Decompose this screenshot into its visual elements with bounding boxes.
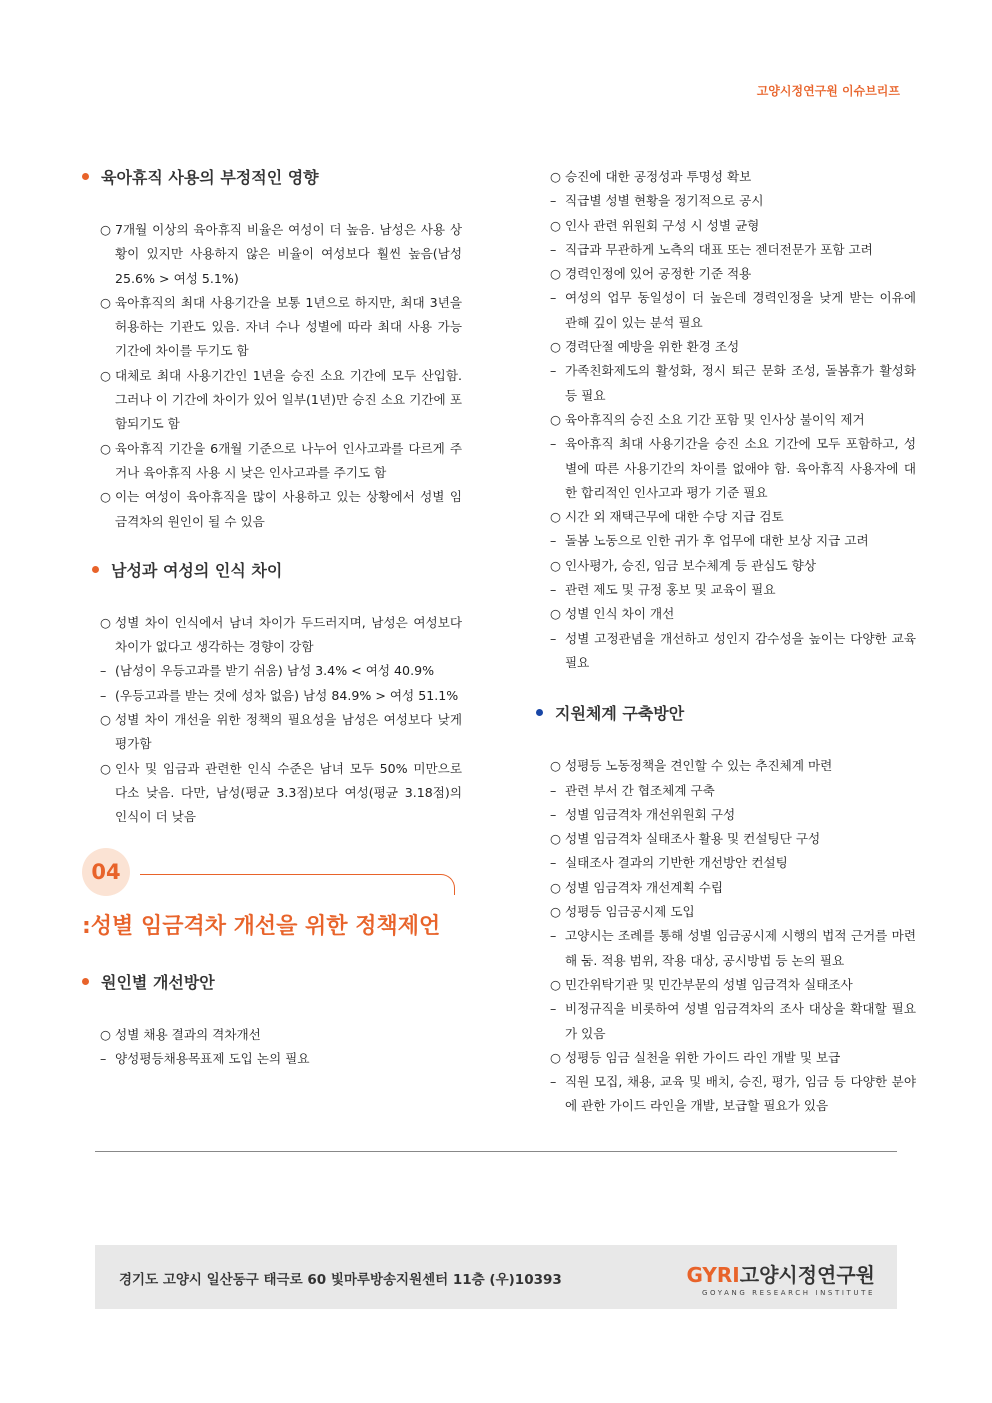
- list-item: [550, 529, 916, 553]
- circle-bullet-icon: ○: [550, 904, 561, 920]
- list-item-text: 육아휴직 기간을 6개월 기준으로 나누어 인사고과를 다르게 주거나 육아휴직 사용 시 낮은 인사고과를 주기도 함: [115, 440, 462, 480]
- circle-bullet-icon: ○: [550, 831, 561, 847]
- list-item: [100, 1023, 462, 1047]
- dash-bullet-icon: –: [550, 582, 557, 598]
- list-item-text: 이는 여성이 육아휴직을 많이 사용하고 있는 상황에서 성별 임금격차의 원인이 될 수 있음: [115, 489, 462, 529]
- list-item: [550, 505, 916, 529]
- list-item: [550, 214, 916, 238]
- list-item-text: 대체로 최대 사용기간인 1년을 승진 소요 기간에 모두 산입함. 그러나 이 기간에 차이가 있어 일부(1년)만 승진 소요 기간에 포함되기도 함: [115, 367, 462, 432]
- circle-bullet-icon: ○: [100, 1027, 111, 1042]
- dash-bullet-icon: –: [550, 630, 557, 646]
- circle-bullet-icon: ○: [100, 222, 111, 237]
- list-item-text: (남성이 우등고과를 받기 쉬움) 남성 3.4% < 여성 40.9%: [115, 663, 435, 679]
- section-list: [100, 611, 462, 830]
- list-item-text: 민간위탁기관 및 민간부문의 성별 임금격차 실태조사: [565, 976, 853, 992]
- section-heading-text: 지원체계 구축방안: [555, 704, 685, 724]
- list-item: [100, 1047, 462, 1071]
- dash-bullet-icon: –: [550, 806, 557, 822]
- list-item-text: 육아휴직 최대 사용기간을 승진 소요 기간에 모두 포함하고, 성별에 따른 사용기간의 차이를 없애야 함. 육아휴직 사용자에 대한 합리적인 인사고과 평가 기준 필요: [565, 436, 916, 500]
- list-item-text: 비정규직을 비롯하여 성별 임금격차의 조사 대상을 확대할 필요가 있음: [565, 1001, 916, 1041]
- dash-bullet-icon: –: [550, 533, 557, 549]
- dash-bullet-icon: –: [550, 1001, 557, 1017]
- list-item: [550, 851, 916, 875]
- list-item: [550, 803, 916, 827]
- list-item-text: 성별 차이 인식에서 남녀 차이가 두드러지며, 남성은 여성보다 차이가 없다고 생각하는 경향이 강함: [115, 614, 462, 655]
- list-item: [100, 611, 462, 660]
- section-heading-text: 육아휴직 사용의 부정적인 영향: [101, 168, 319, 187]
- list-item-text: 육아휴직의 승진 소요 기간 포함 및 인사상 불이익 제거: [565, 411, 865, 427]
- list-item-text: 관련 제도 및 규정 홍보 및 교육이 필요: [565, 582, 776, 598]
- circle-bullet-icon: ○: [100, 489, 111, 505]
- list-item-text: 실태조사 결과의 기반한 개선방안 컨설팅: [565, 855, 788, 871]
- list-item: [550, 189, 916, 213]
- chapter-divider: [140, 874, 455, 895]
- dash-bullet-icon: –: [550, 782, 557, 798]
- section-list: [550, 754, 916, 1118]
- list-item-text: 돌봄 노동으로 인한 귀가 후 업무에 대한 보상 지급 고려: [565, 533, 869, 549]
- list-item-text: 성평등 임금 실천을 위한 가이드 라인 개발 및 보급: [565, 1049, 841, 1065]
- list-item: [550, 578, 916, 602]
- list-item-text: 성별 고정관념을 개선하고 성인지 감수성을 높이는 다양한 교육 필요: [565, 630, 916, 670]
- circle-bullet-icon: ○: [550, 217, 561, 233]
- circle-bullet-icon: ○: [100, 760, 111, 776]
- list-item: [550, 335, 916, 359]
- list-item: [550, 238, 916, 262]
- circle-bullet-icon: ○: [550, 976, 561, 992]
- dash-bullet-icon: –: [100, 687, 107, 703]
- list-item-text: 성별 임금격차 실태조사 활용 및 컨설팅단 구성: [565, 831, 821, 847]
- list-item: [550, 627, 916, 676]
- section-list: [100, 218, 462, 534]
- list-item-text: 직급과 무관하게 노측의 대표 또는 젠더전문가 포함 고려: [565, 241, 873, 257]
- list-item: [550, 262, 916, 286]
- circle-bullet-icon: ○: [100, 614, 111, 630]
- dash-bullet-icon: –: [550, 436, 557, 452]
- logo-name: 고양시정연구원: [739, 1263, 875, 1287]
- footer: [95, 1245, 897, 1309]
- circle-bullet-icon: ○: [100, 440, 111, 456]
- dash-bullet-icon: –: [550, 363, 557, 379]
- list-item-text: (우등고과를 받는 것에 성차 없음) 남성 84.9% > 여성 51.1%: [115, 687, 459, 703]
- section-list: [100, 1023, 462, 1072]
- circle-bullet-icon: ○: [550, 169, 561, 184]
- list-item: [550, 754, 916, 778]
- circle-bullet-icon: ○: [550, 879, 561, 895]
- dash-bullet-icon: –: [550, 928, 557, 944]
- list-item-text: 경력인정에 있어 공정한 기준 적용: [565, 266, 752, 282]
- list-item-text: 성평등 노동정책을 견인할 수 있는 추진체계 마련: [565, 758, 833, 774]
- left-column-bottom: [82, 970, 462, 1072]
- list-item: [550, 997, 916, 1046]
- list-item: [100, 218, 462, 291]
- dash-bullet-icon: –: [550, 193, 557, 209]
- list-item: [550, 779, 916, 803]
- list-item-text: 양성평등채용목표제 도입 논의 필요: [115, 1051, 310, 1067]
- chapter-number: 04: [82, 848, 130, 896]
- list-item-text: 관련 부서 간 협조체계 구축: [565, 782, 715, 798]
- circle-bullet-icon: ○: [100, 712, 111, 728]
- chapter-title: :성별 임금격차 개선을 위한 정책제언: [82, 914, 441, 939]
- list-item: [100, 291, 462, 364]
- list-item: [550, 1046, 916, 1070]
- list-item-text: 인사 관련 위원회 구성 시 성별 균형: [565, 217, 760, 233]
- bullet-dot-icon: [92, 566, 99, 573]
- list-item: [550, 286, 916, 335]
- list-item: [550, 900, 916, 924]
- list-item: [550, 973, 916, 997]
- list-item: [100, 708, 462, 757]
- list-item-text: 성평등 임금공시제 도입: [565, 904, 695, 920]
- left-column: [82, 165, 462, 830]
- list-item: [100, 684, 462, 708]
- list-item-text: 직원 모집, 채용, 교육 및 배치, 승진, 평가, 임금 등 다양한 분야에 관한 가이드 라인을 개발, 보급할 필요가 있음: [565, 1074, 916, 1114]
- list-item: [550, 165, 916, 189]
- list-item-text: 육아휴직의 최대 사용기간을 보통 1년으로 하지만, 최대 3년을 허용하는 기관도 있음. 자녀 수나 성별에 따라 최대 사용 가능 기간에 차이를 두기도 함: [115, 294, 462, 359]
- list-item-text: 인사평가, 승진, 임금 보수체계 등 관심도 향상: [565, 557, 817, 573]
- circle-bullet-icon: ○: [550, 1049, 561, 1065]
- institute-logo: [686, 1259, 875, 1297]
- list-item-text: 가족친화제도의 활성화, 정시 퇴근 문화 조성, 돌봄휴가 활성화 등 필요: [565, 363, 916, 403]
- circle-bullet-icon: ○: [550, 758, 561, 774]
- list-item-text: 직급별 성별 현황을 정기적으로 공시: [565, 193, 764, 209]
- logo-subtitle: GOYANG RESEARCH INSTITUTE: [702, 1289, 875, 1297]
- section-list: [550, 165, 916, 675]
- circle-bullet-icon: ○: [550, 339, 561, 355]
- list-item: [100, 659, 462, 683]
- list-item-text: 승진에 대한 공정성과 투명성 확보: [565, 169, 752, 184]
- bullet-dot-icon: [536, 709, 543, 716]
- circle-bullet-icon: ○: [550, 509, 561, 525]
- circle-bullet-icon: ○: [550, 606, 561, 622]
- list-item: [100, 485, 462, 534]
- list-item: [100, 364, 462, 437]
- list-item: [550, 554, 916, 578]
- dash-bullet-icon: –: [100, 663, 107, 679]
- section-heading: [82, 970, 462, 993]
- dash-bullet-icon: –: [550, 1074, 557, 1090]
- bullet-dot-icon: [82, 978, 89, 985]
- list-item-text: 7개월 이상의 육아휴직 비율은 여성이 더 높음. 남성은 사용 상황이 있지만 사용하지 않은 비율이 여성보다 훨씬 높음(남성 25.6% > 여성 5.1%): [115, 222, 462, 286]
- list-item-text: 경력단절 예방을 위한 환경 조성: [565, 339, 740, 355]
- dash-bullet-icon: –: [100, 1051, 107, 1067]
- list-item-text: 성별 차이 개선을 위한 정책의 필요성을 남성은 여성보다 낮게 평가함: [115, 712, 462, 752]
- list-item: [100, 757, 462, 830]
- circle-bullet-icon: ○: [550, 266, 561, 282]
- circle-bullet-icon: ○: [100, 367, 111, 383]
- section-heading-text: 남성과 여성의 인식 차이: [111, 560, 283, 580]
- right-column: [536, 165, 916, 1119]
- list-item: [550, 359, 916, 408]
- list-item-text: 성별 임금격차 개선위원회 구성: [565, 806, 736, 822]
- list-item-text: 인사 및 임금과 관련한 인식 수준은 남녀 모두 50% 미만으로 다소 낮음. 다만, 남성(평균 3.3점)보다 여성(평균 3.18점)의 인식이 더 낮음: [115, 760, 462, 825]
- list-item-text: 고양시는 조례를 통해 성별 임금공시제 시행의 법적 근거를 마련해 둠. 적용 범위, 작용 대상, 공시방법 등 논의 필요: [565, 928, 916, 968]
- list-item-text: 성별 인식 차이 개선: [565, 606, 675, 622]
- list-item: [550, 602, 916, 626]
- list-item-text: 성별 채용 결과의 격차개선: [115, 1027, 261, 1042]
- footer-rule: [95, 1151, 897, 1152]
- section-heading-text: 원인별 개선방안: [101, 973, 215, 992]
- list-item: [100, 437, 462, 486]
- dash-bullet-icon: –: [550, 290, 557, 306]
- circle-bullet-icon: ○: [100, 294, 111, 310]
- circle-bullet-icon: ○: [550, 411, 561, 427]
- list-item-text: 여성의 업무 동일성이 더 높은데 경력인정을 낮게 받는 이유에 관해 깊이 있는 분석 필요: [565, 290, 916, 330]
- dash-bullet-icon: –: [550, 241, 557, 257]
- list-item-text: 성별 임금격차 개선계획 수립: [565, 879, 723, 895]
- logo-mark: GYRI: [686, 1263, 740, 1287]
- list-item: [550, 876, 916, 900]
- circle-bullet-icon: ○: [550, 557, 561, 573]
- list-item: [550, 1070, 916, 1119]
- list-item: [550, 408, 916, 432]
- section-heading: [92, 558, 462, 581]
- section-heading: [536, 701, 916, 724]
- footer-address: 경기도 고양시 일산동구 태극로 60 빛마루방송지원센터 11층 (우)10393: [119, 1272, 562, 1288]
- brief-header: 고양시정연구원 이슈브리프: [756, 84, 900, 98]
- list-item: [550, 432, 916, 505]
- bullet-dot-icon: [82, 173, 89, 180]
- list-item: [550, 827, 916, 851]
- section-heading: [82, 165, 462, 188]
- dash-bullet-icon: –: [550, 855, 557, 871]
- list-item-text: 시간 외 재택근무에 대한 수당 지급 검토: [565, 509, 784, 525]
- list-item: [550, 924, 916, 973]
